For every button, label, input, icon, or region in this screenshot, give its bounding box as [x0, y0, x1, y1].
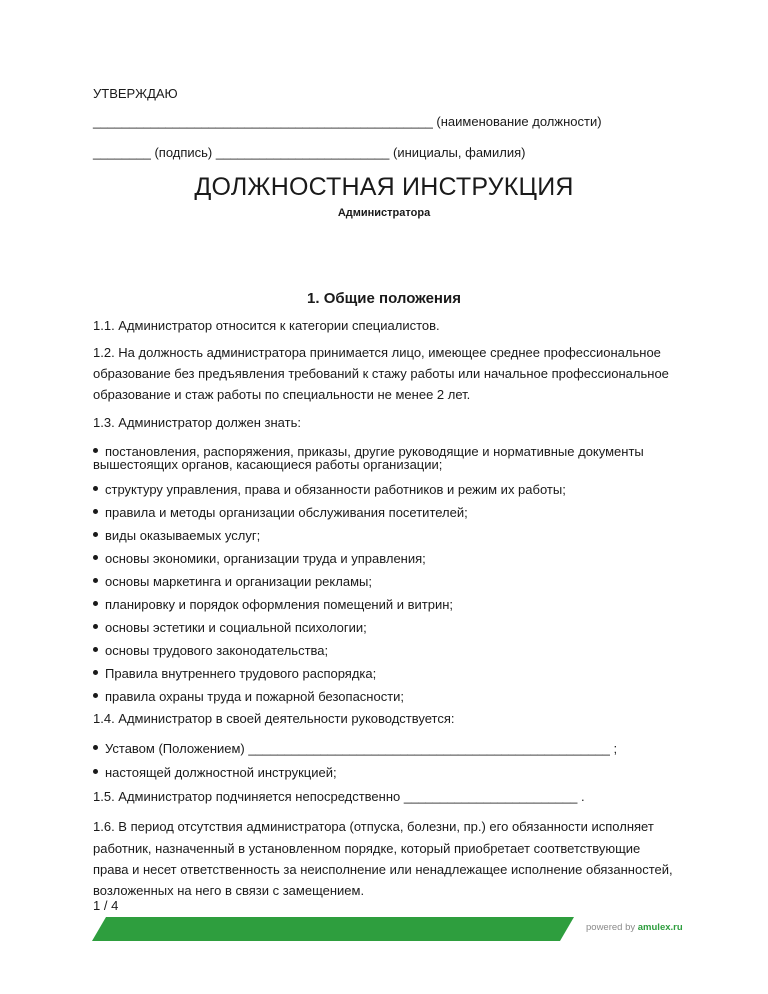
paragraph-1-2-line: образование и стаж работы по специальности не менее 2 лет.	[93, 387, 471, 402]
bullet-icon	[93, 532, 98, 537]
footer-brand[interactable]	[586, 922, 683, 933]
paragraph-1-5: 1.5. Администратор подчиняется непосредственно ________________________ .	[93, 789, 585, 804]
paragraph-1-1: 1.1. Администратор относится к категории специалистов.	[93, 318, 440, 333]
bullet-icon	[93, 601, 98, 606]
list-item: Уставом (Положением) __________________________________________________ ;	[93, 741, 617, 756]
paragraph-1-6-line: возложенных на него в связи с замещением.	[93, 883, 365, 898]
bullet-icon	[93, 647, 98, 652]
bullet-icon	[93, 486, 98, 491]
paragraph-1-6-line: работник, назначенный в установленном порядке, который приобретает соответствующие	[93, 841, 641, 856]
bullet-icon	[93, 670, 98, 675]
bullet-icon	[93, 624, 98, 629]
paragraph-1-6-line: 1.6. В период отсутствия администратора (отпуска, болезни, пр.) его обязанности исполняет	[93, 819, 654, 834]
bullet-icon	[93, 448, 98, 453]
bullet-icon	[93, 745, 98, 750]
list-item: планировку и порядок оформления помещений и витрин;	[93, 597, 453, 612]
list-item: основы трудового законодательства;	[93, 643, 328, 658]
page-number: 1 / 4	[93, 898, 119, 913]
list-item: структуру управления, права и обязанности работников и режим их работы;	[93, 482, 566, 497]
list-item: виды оказываемых услуг;	[93, 528, 260, 543]
bullet-icon	[93, 578, 98, 583]
footer-green-bar	[92, 917, 574, 941]
list-item: правила охраны труда и пожарной безопасности;	[93, 689, 404, 704]
bullet-icon	[93, 769, 98, 774]
list-item: настоящей должностной инструкцией;	[93, 765, 337, 780]
list-item: основы экономики, организации труда и управления;	[93, 551, 426, 566]
paragraph-1-2-line: образование без предъявления требований к стажу работы или начальное профессиональное	[93, 366, 669, 381]
paragraph-1-4: 1.4. Администратор в своей деятельности руководствуется:	[93, 711, 455, 726]
document-title: ДОЛЖНОСТНАЯ ИНСТРУКЦИЯ	[194, 173, 574, 201]
list-item: правила и методы организации обслуживания посетителей;	[93, 505, 468, 520]
powered-by-label: powered by	[586, 922, 636, 933]
bullet-icon	[93, 555, 98, 560]
section-heading: 1. Общие положения	[307, 290, 461, 307]
paragraph-1-3: 1.3. Администратор должен знать:	[93, 415, 301, 430]
bullet-icon	[93, 693, 98, 698]
paragraph-1-2-line: 1.2. На должность администратора принимается лицо, имеющее среднее профессиональное	[93, 345, 661, 360]
signature-line: ________ (подпись) ________________________ (инициалы, фамилия)	[93, 145, 526, 160]
bullet-icon	[93, 509, 98, 514]
list-item: основы эстетики и социальной психологии;	[93, 620, 367, 635]
paragraph-1-6-line: права и несет ответственность за неисполнение или ненадлежащее исполнение обязанностей,	[93, 862, 673, 877]
approve-label: УТВЕРЖДАЮ	[93, 86, 178, 101]
list-item: Правила внутреннего трудового распорядка;	[93, 666, 376, 681]
site-link[interactable]: amulex.ru	[637, 922, 683, 933]
list-item: основы маркетинга и организации рекламы;	[93, 574, 372, 589]
position-line: _______________________________________________ (наименование должности)	[93, 114, 602, 129]
document-subtitle: Администратора	[337, 207, 431, 219]
list-item: постановления, распоряжения, приказы, другие руководящие и нормативные документы вышестоящих органов, касающиеся работы организации;	[93, 444, 644, 472]
